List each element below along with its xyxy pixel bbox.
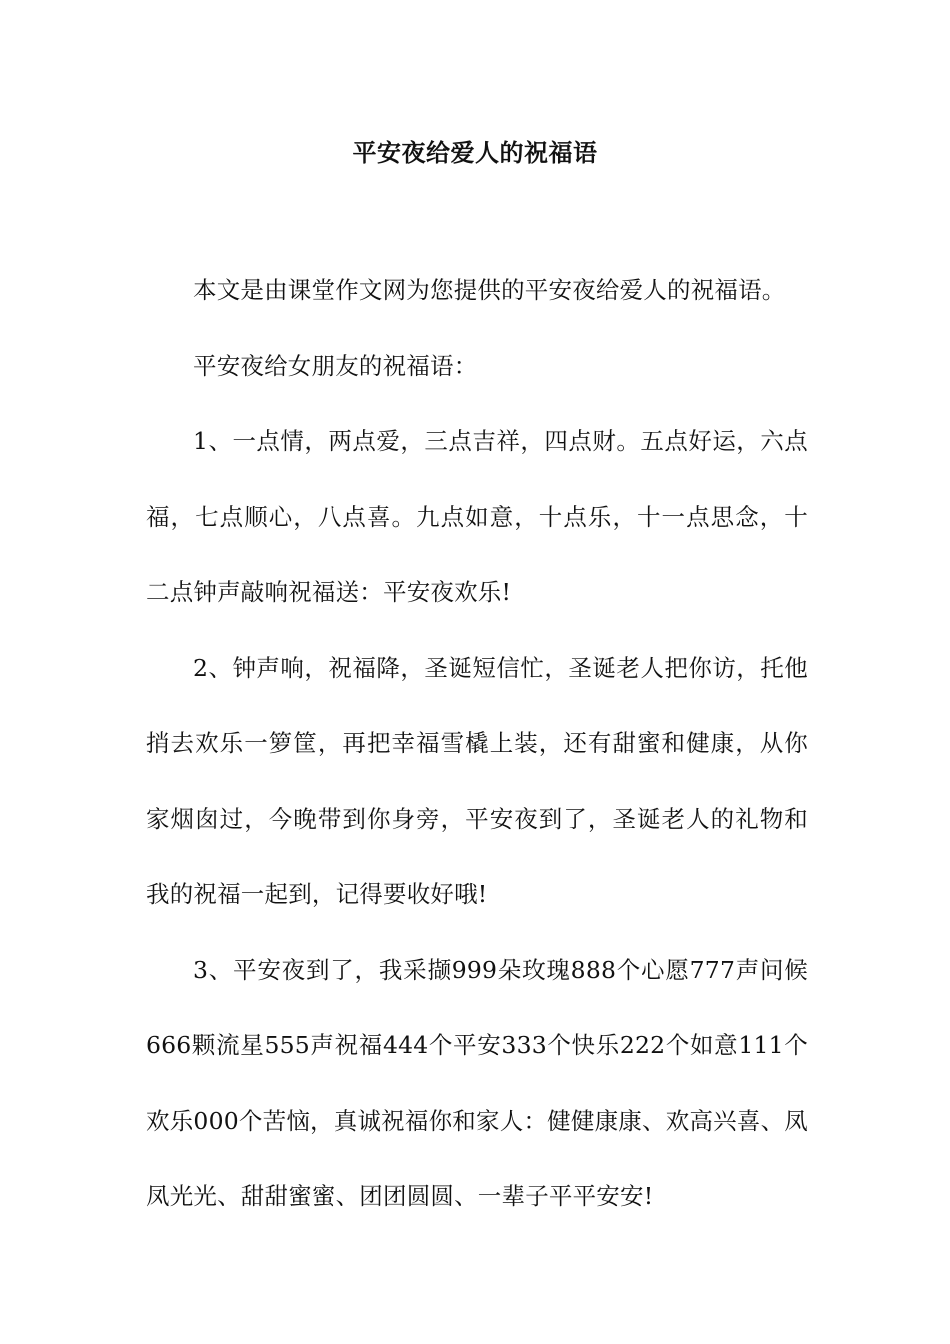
paragraph-heading: 平安夜给女朋友的祝福语： [193,351,478,380]
paragraph-item-1: 1、一点情，两点爱，三点吉祥，四点财。五点好运，六点福，七点顺心，八点喜。九点如意，十点乐，十一点思念，十二点钟声敲响祝福送：平安夜欢乐! [146,427,808,606]
paragraph-item-3: 3、平安夜到了，我采撷999朵玫瑰888个心愿777声问候666颗流星555声祝福444个平安333个快乐222个如意111个欢乐000个苦恼，真诚祝福你和家人：健健康康、欢高兴喜、凤凤光光、甜甜蜜蜜、团团圆圆、一辈子平平安安! [146,955,808,1210]
document-body [146,253,808,1235]
paragraph-intro: 本文是由课堂作文网为您提供的平安夜给爱人的祝福语。 [193,276,786,304]
paragraph-item-2: 2、钟声响，祝福降，圣诞短信忙，圣诞老人把你访，托他捎去欢乐一箩筐，再把幸福雪橇上装，还有甜蜜和健康，从你家烟囱过，今晚带到你身旁，平安夜到了，圣诞老人的礼物和我的祝福一起到，记得要收好哦! [146,653,808,908]
document-title: 平安夜给爱人的祝福语 [352,138,598,167]
